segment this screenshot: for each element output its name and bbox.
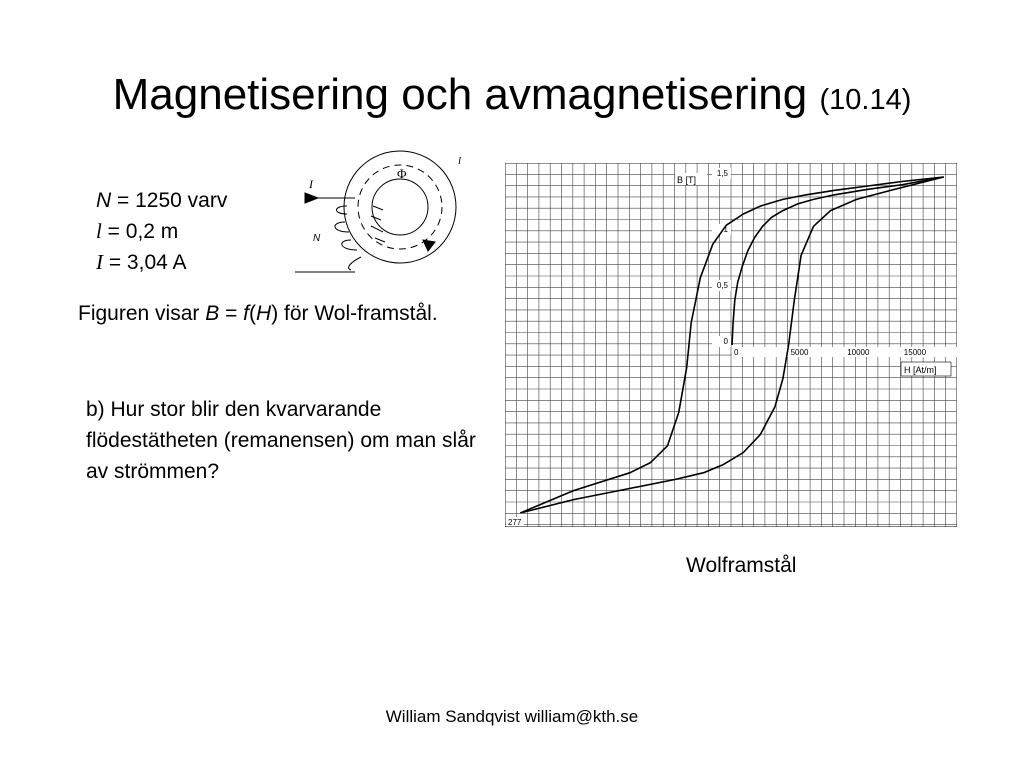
question-b: b) Hur stor blir den kvarvarande flödestätheten (remanensen) om man slår av strömmen? bbox=[86, 398, 476, 483]
y-tick-label: 0,5 bbox=[716, 281, 728, 290]
flux-arrow-icon bbox=[423, 240, 435, 251]
figure-number-label: 277 bbox=[508, 518, 522, 527]
x-tick-label: 15000 bbox=[903, 348, 927, 357]
hysteresis-chart bbox=[505, 163, 957, 527]
y-axis-label: B [T] bbox=[677, 175, 697, 185]
param-N-symbol: N bbox=[96, 189, 112, 212]
param-l-symbol: l bbox=[96, 219, 102, 243]
y-tick-label: 1,5 bbox=[716, 169, 728, 178]
figure-text-close: ) för Wol-framstål. bbox=[271, 302, 438, 325]
param-N bbox=[96, 185, 227, 216]
y-tick-label: 0 bbox=[723, 337, 728, 346]
figure-text-open: ( bbox=[249, 302, 257, 325]
x-axis-label: H [At/m] bbox=[904, 365, 937, 375]
chart-caption: Wolframstål bbox=[686, 554, 797, 577]
title-text: Magnetisering och avmagnetisering bbox=[112, 70, 808, 119]
toroid-inner-ring bbox=[372, 179, 428, 235]
footer-author: William Sandqvist william@kth.se bbox=[385, 707, 639, 726]
current-arrow-icon bbox=[305, 193, 318, 203]
y-tick-label: 1 bbox=[723, 225, 728, 234]
title-suffix: (10.14) bbox=[819, 84, 912, 116]
current-label: I bbox=[309, 177, 313, 191]
x-tick-label: 0 bbox=[734, 348, 739, 357]
param-l bbox=[96, 216, 227, 247]
figure-description bbox=[78, 298, 438, 329]
param-I-symbol: I bbox=[96, 250, 103, 274]
turns-label: N bbox=[313, 233, 321, 244]
phi-label: Φ bbox=[397, 166, 407, 181]
figure-text-prefix: Figuren visar bbox=[78, 302, 206, 325]
toroid-diagram bbox=[285, 150, 485, 280]
param-l-value: = 0,2 m bbox=[101, 220, 179, 243]
y-tick-label-box bbox=[712, 224, 731, 235]
figure-text-B: B bbox=[205, 302, 220, 325]
figure-text-eq: = bbox=[219, 302, 244, 325]
l-label: l bbox=[458, 155, 462, 167]
x-tick-label: 10000 bbox=[847, 348, 870, 357]
figure-text-H: H bbox=[256, 302, 272, 325]
y-tick-label-box bbox=[712, 336, 731, 347]
parameter-list bbox=[96, 185, 227, 278]
x-tick-label: 5000 bbox=[790, 348, 809, 357]
param-N-value: = 1250 varv bbox=[111, 189, 228, 212]
figure-text-f: f bbox=[243, 302, 250, 325]
slide-title bbox=[0, 70, 1024, 120]
param-I-value: = 3,04 A bbox=[103, 251, 187, 274]
param-I bbox=[96, 247, 227, 278]
